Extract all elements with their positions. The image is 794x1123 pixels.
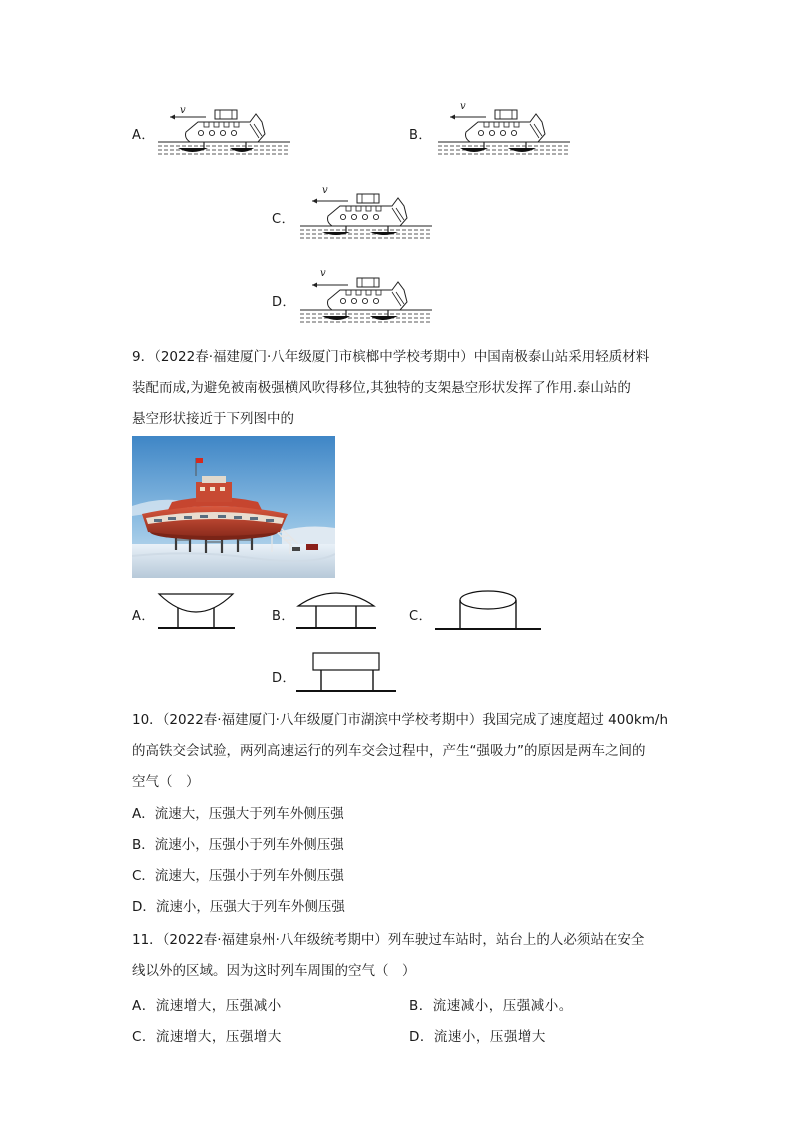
question-10-stem [132, 705, 672, 798]
q9-option-b-figure [296, 586, 378, 632]
q9-option-a-figure [158, 590, 236, 630]
q11-option-d: D．流速小，压强增大 [409, 1029, 546, 1045]
q8-option-c-figure [312, 194, 442, 244]
q9-option-c-figure [435, 587, 545, 633]
question-9-line: 9．（2022春·福建厦门·八年级厦门市槟榔中学校考期中）中国南极泰山站采用轻质材料 [132, 349, 650, 365]
q8-option-c-velocity: v [322, 185, 328, 196]
taishan-station-photo [132, 436, 335, 578]
question-9-line: 装配而成,为避免被南极强横风吹得移位,其独特的支架悬空形状发挥了作用.泰山站的 [132, 380, 631, 396]
q11-option-a: A．流速增大，压强减小 [132, 998, 282, 1014]
question-10-line: 空气（ ） [132, 774, 200, 790]
q8-option-d-figure [312, 278, 442, 328]
question-9-line: 悬空形状接近于下列图中的 [132, 411, 294, 427]
question-10-options [132, 799, 672, 923]
q9-option-d-figure [296, 651, 398, 695]
q10-option-a: A．流速大，压强大于列车外侧压强 [132, 806, 344, 822]
q10-option-b: B．流速小，压强小于列车外侧压强 [132, 837, 344, 853]
question-9-stem [132, 342, 672, 435]
q10-option-c: C．流速大，压强小于列车外侧压强 [132, 868, 344, 884]
q8-option-c-letter: C． [272, 212, 296, 227]
question-11-line: 11．（2022春·福建泉州·八年级统考期中）列车驶过车站时，站台上的人必须站在安全 [132, 932, 645, 948]
q9-option-d-letter: D． [272, 671, 297, 686]
q8-option-d-velocity: v [320, 268, 326, 279]
q8-option-b-figure [450, 110, 580, 160]
q9-option-b-letter: B． [272, 609, 295, 624]
q9-option-a-letter: A． [132, 609, 155, 624]
q8-option-a-letter: A． [132, 128, 155, 143]
q10-option-d: D．流速小，压强大于列车外侧压强 [132, 899, 345, 915]
q11-option-b: B．流速减小，压强减小。 [409, 998, 573, 1014]
question-11-stem [132, 925, 672, 987]
q11-option-c: C．流速增大，压强增大 [132, 1029, 282, 1045]
q8-option-b-letter: B． [409, 128, 432, 143]
question-10-line: 10．（2022春·福建厦门·八年级厦门市湖滨中学校考期中）我国完成了速度超过 400km/h [132, 712, 668, 728]
question-10-line: 的高铁交会试验，两列高速运行的列车交会过程中，产生“强吸力”的原因是两车之间的 [132, 743, 646, 759]
q8-option-a-velocity: v [180, 105, 186, 116]
q8-option-a-figure [170, 110, 300, 160]
question-11-line: 线以外的区域。因为这时列车周围的空气（ ） [132, 963, 416, 979]
q9-option-c-letter: C． [409, 609, 433, 624]
q8-option-d-letter: D． [272, 295, 297, 310]
q8-option-b-velocity: v [460, 101, 466, 112]
